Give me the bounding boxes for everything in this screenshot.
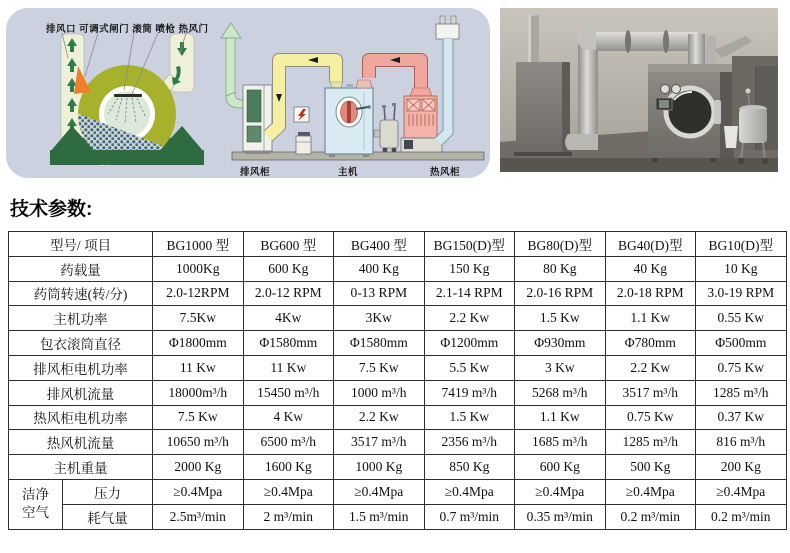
spec-cell: 0.55 Kw (696, 306, 787, 331)
spec-row-label: 排风机流量 (9, 380, 153, 405)
spec-col-header: BG150(D)型 (424, 232, 515, 257)
spec-cell: 500 Kg (605, 455, 696, 480)
label-exhaust-cabinet: 排风柜 (240, 167, 271, 178)
spec-header-row (9, 232, 787, 257)
spec-row (9, 479, 787, 504)
machine-base-front (50, 150, 204, 165)
equipment-photo-illustration (500, 8, 778, 172)
pump-canister (296, 132, 311, 154)
spec-cell: 3.0-19 RPM (696, 281, 787, 306)
spec-row (9, 430, 787, 455)
spec-col-header: BG400 型 (334, 232, 425, 257)
spec-cell: 150 Kg (424, 256, 515, 281)
spec-cell: 2.2 Kw (334, 405, 425, 430)
spec-cell: 1285 m³/h (605, 430, 696, 455)
spec-cell: 1685 m³/h (515, 430, 606, 455)
spec-cell: 1.5 Kw (424, 405, 515, 430)
spec-row (9, 355, 787, 380)
spec-cell: 0.75 Kw (605, 405, 696, 430)
spec-row-label: 热风机流量 (9, 430, 153, 455)
spec-row (9, 306, 787, 331)
spec-cell: 200 Kg (696, 455, 787, 480)
spec-row-label: 包衣滚筒直径 (9, 331, 153, 356)
spec-cell: 3517 m³/h (334, 430, 425, 455)
spec-col-header: BG600 型 (243, 232, 334, 257)
spec-cell: 0.75 Kw (696, 355, 787, 380)
spec-row-label: 主机功率 (9, 306, 153, 331)
spec-cell: 10650 m³/h (153, 430, 244, 455)
spec-cell: 1000 m³/h (334, 380, 425, 405)
hot-air-duct-red (369, 57, 432, 96)
spec-cell: 2.1-14 RPM (424, 281, 515, 306)
spec-cell: ≥0.4Mpa (605, 479, 696, 504)
spec-cell: ≥0.4Mpa (153, 479, 244, 504)
spec-cell: 0.35 m³/min (515, 504, 606, 529)
fresh-air-duct (436, 16, 459, 142)
spec-cell: 4 Kw (243, 405, 334, 430)
spec-row (9, 504, 787, 529)
spec-cell: 2.5m³/min (153, 504, 244, 529)
hot-air-cabinet (401, 96, 442, 152)
spec-cell: 3 Kw (515, 355, 606, 380)
spec-cell: 0-13 RPM (334, 281, 425, 306)
spec-cell: 600 Kg (515, 455, 606, 480)
spec-cell: 11 Kw (153, 355, 244, 380)
spec-cell: 7419 m³/h (424, 380, 515, 405)
spec-row (9, 256, 787, 281)
spec-col-header: BG10(D)型 (696, 232, 787, 257)
clean-air-group-line: 洁净 (22, 487, 49, 503)
spray-pump (374, 103, 398, 153)
spec-row-label: 药载量 (9, 256, 153, 281)
spec-table-body (9, 232, 787, 530)
spec-cell: 7.5Kw (153, 306, 244, 331)
spec-cell: 4Kw (243, 306, 334, 331)
spec-cell: 1.5 m³/min (334, 504, 425, 529)
spec-cell: ≥0.4Mpa (424, 479, 515, 504)
spec-cell: 1600 Kg (243, 455, 334, 480)
spec-corner-header: 型号/ 项目 (9, 232, 153, 257)
spec-row-label: 耗气量 (63, 504, 153, 529)
spec-cell: 1000 Kg (334, 455, 425, 480)
spec-cell: ≥0.4Mpa (243, 479, 334, 504)
spec-cell: 0.2 m³/min (696, 504, 787, 529)
photo-floor-front (500, 158, 778, 172)
spec-row-label: 药筒转速(转/分) (9, 281, 153, 306)
spec-cell: 80 Kg (515, 256, 606, 281)
spec-cell: Φ930mm (515, 331, 606, 356)
main-machine (325, 80, 373, 157)
spec-col-header: BG1000 型 (153, 232, 244, 257)
spec-row-label: 热风柜电机功率 (9, 405, 153, 430)
spec-cell: 18000m³/h (153, 380, 244, 405)
spec-cell: Φ1200mm (424, 331, 515, 356)
spec-cell: 2.0-12 RPM (243, 281, 334, 306)
spec-cell: 40 Kg (605, 256, 696, 281)
spec-cell: 15450 m³/h (243, 380, 334, 405)
spec-cell: Φ1580mm (243, 331, 334, 356)
spec-col-header: BG40(D)型 (605, 232, 696, 257)
label-main-machine: 主机 (338, 167, 359, 178)
spec-cell: 600 Kg (243, 256, 334, 281)
spec-cell: ≥0.4Mpa (696, 479, 787, 504)
spec-cell: 1.1 Kw (515, 405, 606, 430)
spec-table (8, 231, 787, 530)
spec-cell: Φ1580mm (334, 331, 425, 356)
spec-cell: 400 Kg (334, 256, 425, 281)
spec-cell: 1.5 Kw (515, 306, 606, 331)
drum-cross-section (50, 33, 204, 178)
clean-air-group-label (9, 479, 63, 529)
spec-cell: 7.5 Kw (334, 355, 425, 380)
product-photo (500, 8, 778, 172)
spec-cell: 11 Kw (243, 355, 334, 380)
spec-cell: 5268 m³/h (515, 380, 606, 405)
spec-col-header: BG80(D)型 (515, 232, 606, 257)
spec-row (9, 405, 787, 430)
spec-row-label: 排风柜电机功率 (9, 355, 153, 380)
spec-cell: 816 m³/h (696, 430, 787, 455)
spec-cell: 2.0-16 RPM (515, 281, 606, 306)
spec-row (9, 455, 787, 480)
clean-air-group-line: 空气 (22, 505, 49, 521)
spec-row-label: 压力 (63, 479, 153, 504)
spec-cell: 2.0-18 RPM (605, 281, 696, 306)
spec-cell: 1.1 Kw (605, 306, 696, 331)
spec-cell: ≥0.4Mpa (334, 479, 425, 504)
spec-cell: 6500 m³/h (243, 430, 334, 455)
spec-row (9, 380, 787, 405)
spec-cell: Φ500mm (696, 331, 787, 356)
spec-cell: Φ1800mm (153, 331, 244, 356)
diagram-part-labels: 排风口 可调式闸门 滚筒 喷枪 热风门 (46, 24, 209, 35)
spec-row-label: 主机重量 (9, 455, 153, 480)
schematic-diagram-panel (6, 8, 490, 178)
spec-cell: 1000Kg (153, 256, 244, 281)
spec-cell: 2356 m³/h (424, 430, 515, 455)
label-hot-air-cabinet: 热风柜 (430, 167, 461, 178)
spec-cell: 5.5 Kw (424, 355, 515, 380)
control-box (294, 107, 309, 122)
spec-cell: 0.7 m³/min (424, 504, 515, 529)
spec-cell: 1285 m³/h (696, 380, 787, 405)
spec-cell: 850 Kg (424, 455, 515, 480)
spec-cell: Φ780mm (605, 331, 696, 356)
spec-cell: 10 Kg (696, 256, 787, 281)
spec-cell: 7.5 Kw (153, 405, 244, 430)
exhaust-fan-cabinet (243, 85, 272, 154)
spec-cell: 0.2 m³/min (605, 504, 696, 529)
spec-row (9, 281, 787, 306)
system-layout (221, 16, 484, 160)
spec-cell: 2 m³/min (243, 504, 334, 529)
spec-cell: 3Kw (334, 306, 425, 331)
spec-cell: ≥0.4Mpa (515, 479, 606, 504)
spec-cell: 2.0-12RPM (153, 281, 244, 306)
spec-cell: 2000 Kg (153, 455, 244, 480)
spec-cell: 2.2 Kw (424, 306, 515, 331)
spec-cell: 3517 m³/h (605, 380, 696, 405)
spec-row (9, 331, 787, 356)
spec-cell: 0.37 Kw (696, 405, 787, 430)
spec-cell: 2.2 Kw (605, 355, 696, 380)
section-title: 技术参数: (10, 199, 93, 220)
